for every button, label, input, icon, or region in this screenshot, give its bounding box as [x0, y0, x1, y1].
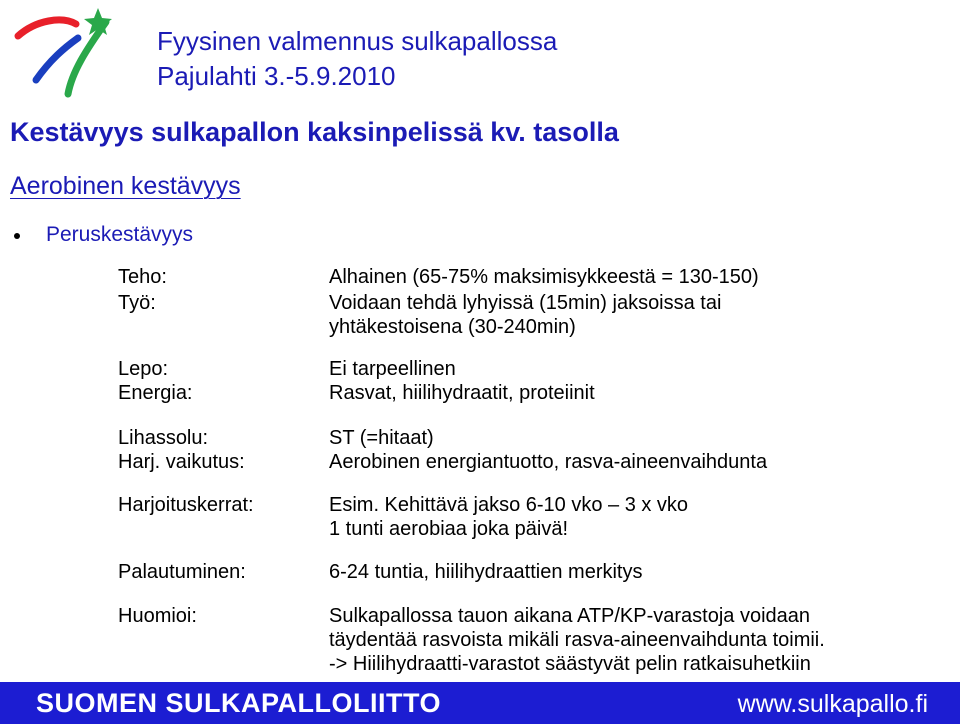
value-harjoituskerrat-line-2: 1 tunti aerobiaa joka päivä! [329, 518, 569, 540]
label-teho: Teho: [118, 266, 167, 288]
label-huomioi: Huomioi: [118, 605, 197, 627]
footer-url-link[interactable]: www.sulkapallo.fi [737, 690, 928, 718]
value-harjoituskerrat-line-1: Esim. Kehittävä jakso 6-10 vko – 3 x vko [329, 494, 689, 516]
presentation-date: Pajulahti 3.-5.9.2010 [157, 61, 396, 91]
value-huomioi-line-3: -> Hiilihydraatti-varastot säästyvät pelin ratkaisuhetkiin [329, 653, 811, 675]
value-teho: Alhainen (65-75% maksimisykkeestä = 130-150) [329, 266, 759, 288]
value-energia: Rasvat, hiilihydraatit, proteiinit [329, 382, 595, 404]
value-lepo: Ei tarpeellinen [329, 358, 456, 380]
value-huomioi-line-1: Sulkapallossa tauon aikana ATP/KP-varastoja voidaan [329, 605, 811, 627]
label-energia: Energia: [118, 382, 193, 404]
bullet-item [14, 222, 193, 248]
presentation-title: Fyysinen valmennus sulkapallossa [157, 26, 558, 56]
value-lihassolu: ST (=hitaat) [329, 427, 434, 449]
footer-organization: SUOMEN SULKAPALLOLIITTO [36, 688, 441, 718]
label-harj-vaikutus: Harj. vaikutus: [118, 451, 245, 473]
value-tyo-line-1: Voidaan tehdä lyhyissä (15min) jaksoissa tai [329, 292, 722, 314]
label-tyo: Työ: [118, 292, 156, 314]
slide-title: Kestävyys sulkapallon kaksinpelissä kv. tasolla [10, 117, 619, 147]
footer-bar [0, 682, 960, 724]
shuttlecock-logo-icon [6, 2, 114, 102]
value-harj-vaikutus: Aerobinen energiantuotto, rasva-aineenvaihdunta [329, 451, 768, 473]
label-harjoituskerrat: Harjoituskerrat: [118, 494, 254, 516]
label-palautuminen: Palautuminen: [118, 561, 246, 583]
section-heading: Aerobinen kestävyys [10, 172, 241, 200]
value-tyo-line-2: yhtäkestoisena (30-240min) [329, 316, 576, 338]
label-lepo: Lepo: [118, 358, 169, 380]
bullet-label: Peruskestävyys [46, 223, 194, 246]
value-palautuminen: 6-24 tuntia, hiilihydraattien merkitys [329, 561, 643, 583]
value-huomioi-line-2: täydentää rasvoista mikäli rasva-aineenvaihdunta toimii. [329, 629, 825, 651]
bullet-icon [14, 233, 20, 239]
label-lihassolu: Lihassolu: [118, 427, 209, 449]
